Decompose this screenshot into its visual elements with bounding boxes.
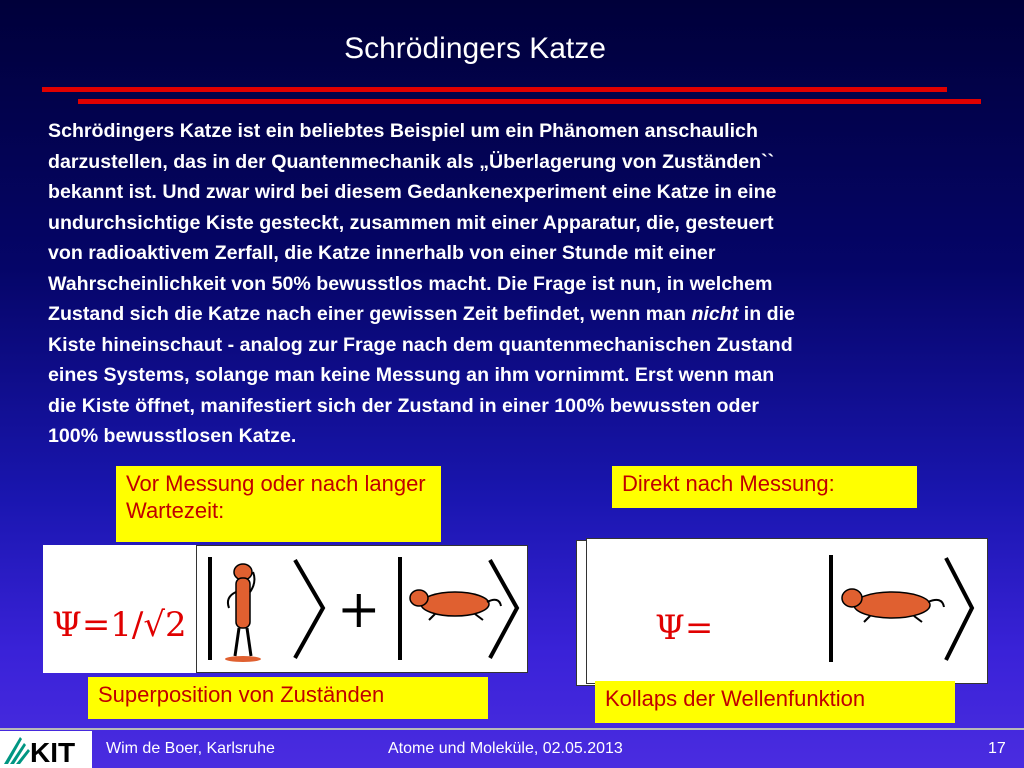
paragraph-line: Schrödingers Katze ist ein beliebtes Beispiel um ein Phänomen anschaulich xyxy=(48,120,758,142)
paragraph-line: 100% bewusstlosen Katze. xyxy=(48,425,297,447)
paragraph-line: Kiste hineinschaut - analog zur Frage nach dem quantenmechanischen Zustand xyxy=(48,333,793,356)
svg-text:KIT: KIT xyxy=(30,737,76,768)
paragraph-line: bekannt ist. Und zwar wird bei diesem Gedankenexperiment eine Katze in eine xyxy=(48,181,777,203)
lying-cat-icon xyxy=(842,589,944,622)
paragraph-line: Wahrscheinlichkeit von 50% bewusstlos macht. Die Frage ist nun, in welchem xyxy=(48,272,773,295)
paragraph-text: Zustand sich die Katze nach einer gewissen Zeit befindet, wenn man xyxy=(48,303,687,325)
footer-divider xyxy=(0,728,1024,730)
title-underline-top xyxy=(42,87,947,92)
label-collapse: Kollaps der Wellenfunktion xyxy=(595,681,955,723)
label-superposition: Superposition von Zuständen xyxy=(88,677,488,719)
paragraph-line: eines Systems, solange man keine Messung an ihm vornimmt. Erst wenn man xyxy=(48,364,775,386)
lying-cat-icon xyxy=(410,590,501,620)
ket-unconscious-cat-icon xyxy=(395,552,523,666)
footer-course-date: Atome und Moleküle, 02.05.2013 xyxy=(388,740,623,757)
footer-page-number: 17 xyxy=(988,740,1006,757)
paragraph-line: darzustellen, das in der Quantenmechanik als „Überlagerung von Zuständen`` xyxy=(48,150,775,173)
standing-cat-icon xyxy=(225,564,261,662)
title-underline-bottom xyxy=(78,99,981,104)
paragraph-text: in die xyxy=(743,303,795,325)
paragraph-line: die Kiste öffnet, manifestiert sich der Zustand in einer 100% bewussten oder xyxy=(48,394,759,417)
ket-alive-cat-icon xyxy=(205,552,335,666)
slide-title: Schrödingers Katze xyxy=(344,32,606,65)
paragraph-line: undurchsichtige Kiste gesteckt, zusammen mit einer Apparatur, die, gesteuert xyxy=(48,211,774,234)
emphasis-nicht: nicht xyxy=(691,303,739,325)
footer-author: Wim de Boer, Karlsruhe xyxy=(106,740,275,757)
psi-collapse-formula: Ψ= xyxy=(655,608,714,648)
label-before-measurement: Vor Messung oder nach langer Wartezeit: xyxy=(116,466,441,542)
kit-logo-icon xyxy=(0,731,92,768)
label-after-measurement: Direkt nach Messung: xyxy=(612,466,917,508)
body-paragraph xyxy=(48,116,1024,452)
psi-superposition-formula: Ψ=1/√2 xyxy=(52,605,187,645)
paragraph-line-with-emphasis xyxy=(48,299,1024,330)
paragraph-line: von radioaktivem Zerfall, die Katze innerhalb von einer Stunde mit einer xyxy=(48,242,716,264)
ket-collapsed-cat-icon xyxy=(826,550,978,670)
plus-sign: + xyxy=(337,580,381,640)
